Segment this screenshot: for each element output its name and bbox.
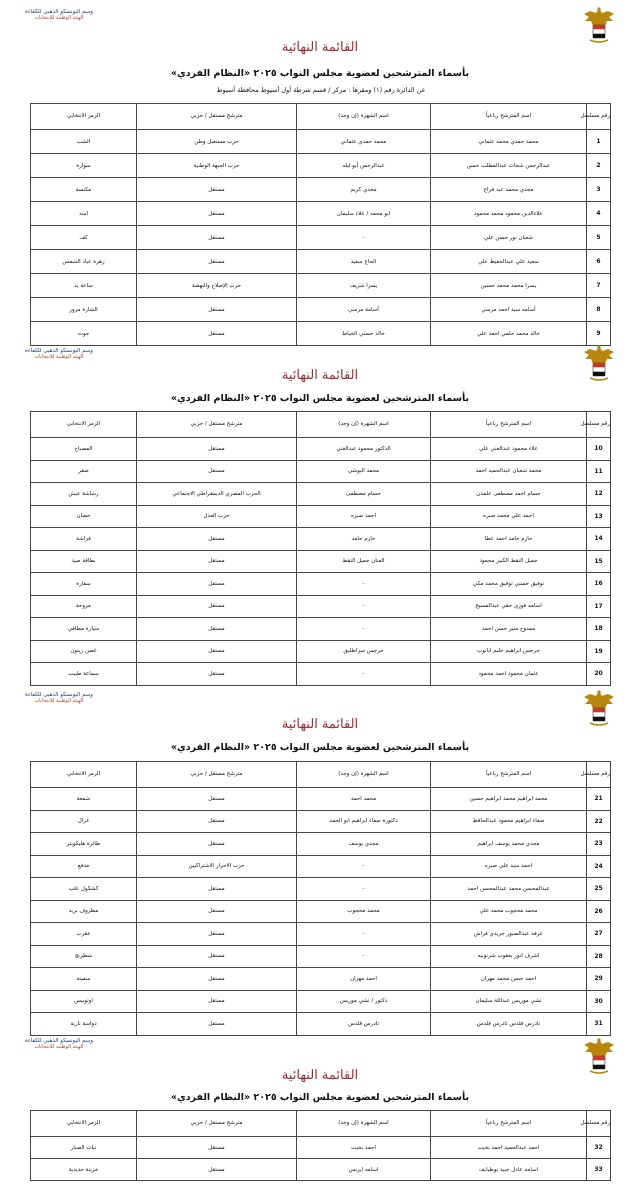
- cell-num: 33: [587, 1159, 611, 1181]
- table-row: [31, 483, 611, 506]
- cell-party: حزب العدل: [137, 505, 297, 528]
- list-title: القائمة النهائية: [281, 1068, 359, 1083]
- cell-num: 19: [587, 640, 611, 663]
- cell-party: مستقل: [137, 945, 297, 968]
- col-header-num: رقم مسلسل: [587, 1111, 611, 1137]
- table-row: [31, 900, 611, 923]
- cell-name: مجدي محمد يوسف ابراهيم: [431, 833, 587, 856]
- cell-name: يسرا محمد محمد حسين: [431, 274, 587, 298]
- stamp-line-1: وسم اليونسكو الذهبي للكفاءة: [25, 1038, 93, 1044]
- stamp-line-1: وسم اليونسكو الذهبي للكفاءة: [25, 692, 93, 698]
- table-row: [31, 438, 611, 461]
- cell-name: حازم حامد احمد عطا: [431, 528, 587, 551]
- cell-party: مستقل: [137, 640, 297, 663]
- cell-name: احمد علي محمد صبره: [431, 505, 587, 528]
- cell-symbol: غصن زيتون: [31, 640, 137, 663]
- table-row: [31, 810, 611, 833]
- cell-fame: احمد صبره: [297, 505, 431, 528]
- cell-symbol: رشاشة عيش: [31, 483, 137, 506]
- cell-party: مستقل: [137, 226, 297, 250]
- table-row: [31, 178, 611, 202]
- cell-fame: -: [297, 573, 431, 596]
- table-row: [31, 298, 611, 322]
- cell-fame: محمد البوشي: [297, 460, 431, 483]
- cell-fame: -: [297, 945, 431, 968]
- table-row: [31, 528, 611, 551]
- cell-name: علاءالدين محمود محمد محمود: [431, 202, 587, 226]
- cell-symbol: مروحة: [31, 595, 137, 618]
- table-row: [31, 855, 611, 878]
- cell-num: 9: [587, 322, 611, 346]
- cell-num: 17: [587, 595, 611, 618]
- cell-party: الحزب المصري الديمقراطي الاجتماعي: [137, 483, 297, 506]
- table-row: [31, 878, 611, 901]
- table-row: [31, 968, 611, 991]
- list-title: القائمة النهائية: [281, 368, 359, 383]
- cell-num: 29: [587, 968, 611, 991]
- header-stamp: [14, 349, 104, 360]
- col-header-name: اسم المترشح رباعياً: [431, 412, 587, 438]
- cell-fame: حازم حامد: [297, 528, 431, 551]
- cell-party: مستقل: [137, 1137, 297, 1159]
- cell-symbol: دواسة نارية: [31, 1013, 137, 1036]
- table-row: [31, 505, 611, 528]
- cell-symbol: شطرنج: [31, 945, 137, 968]
- table-header-row: [31, 1111, 611, 1137]
- cell-name: توفيق حسني توفيق محمد مكي: [431, 573, 587, 596]
- col-header-symbol: الرمز الانتخابي: [31, 104, 137, 130]
- cell-symbol: غزال: [31, 810, 137, 833]
- cell-symbol: حصان: [31, 505, 137, 528]
- stamp-line-1: وسم اليونسكو الذهبي للكفاءة: [25, 9, 93, 15]
- cell-fame: -: [297, 663, 431, 686]
- cell-party: مستقل: [137, 573, 297, 596]
- document-page-2: [0, 340, 640, 685]
- cell-name: ممدوح منير حسن احمد: [431, 618, 587, 641]
- cell-party: حزب الجبهة الوطنية: [137, 154, 297, 178]
- cell-num: 14: [587, 528, 611, 551]
- col-header-party: مترشح مستقل / حزبي: [137, 1111, 297, 1137]
- district-line: عن الدائرة رقم (١) ومقرها : مركز / قسم شرطة أول أسيوط محافظة أسيوط: [216, 86, 426, 94]
- cell-name: صفاء ابراهيم محمود عبدالحافظ: [431, 810, 587, 833]
- cell-fame: -: [297, 923, 431, 946]
- col-header-num: رقم مسلسل: [587, 104, 611, 130]
- cell-party: حزب الإصلاح والنهضة: [137, 274, 297, 298]
- col-header-symbol: الرمز الانتخابي: [31, 1111, 137, 1137]
- cell-num: 24: [587, 855, 611, 878]
- table-header-row: [31, 762, 611, 788]
- cell-name: محمد محجوب محمد علي: [431, 900, 587, 923]
- candidates-table: [30, 411, 611, 686]
- col-header-symbol: الرمز الانتخابي: [31, 762, 137, 788]
- cell-num: 11: [587, 460, 611, 483]
- cell-name: احمد حسن محمد مهران: [431, 968, 587, 991]
- cell-party: مستقل: [137, 460, 297, 483]
- cell-symbol: سفارة: [31, 573, 137, 596]
- cell-fame: احمد بخيت: [297, 1137, 431, 1159]
- cell-symbol: زهرة عباد الشمس: [31, 250, 137, 274]
- cell-party: مستقل: [137, 178, 297, 202]
- cell-fame: تادرس قلدس: [297, 1013, 431, 1036]
- stamp-line-2: الهيئة الوطنية للانتخابات: [34, 697, 84, 704]
- cell-num: 25: [587, 878, 611, 901]
- cell-symbol: الشب: [31, 130, 137, 154]
- cell-fame: -: [297, 878, 431, 901]
- cell-fame: حسام مصطفى: [297, 483, 431, 506]
- cell-fame: دكتورة صفاء ابراهيم ابو الحمد: [297, 810, 431, 833]
- table-row: [31, 550, 611, 573]
- cell-name: احمد عبدالحميد احمد بخيت: [431, 1137, 587, 1159]
- cell-fame: مجدي كريم: [297, 178, 431, 202]
- cell-num: 20: [587, 663, 611, 686]
- table-row: [31, 1137, 611, 1159]
- stamp-line-2: الهيئة الوطنية للانتخابات: [34, 14, 84, 21]
- cell-num: 15: [587, 550, 611, 573]
- list-subtitle: بأسماء المترشحين لعضوية مجلس النواب ٢٠٢٥ «النظام الفردي»: [170, 742, 470, 753]
- stamp-line-2: الهيئة الوطنية للانتخابات: [34, 1043, 84, 1050]
- col-header-fame: اسم الشهرة (إن وجد): [297, 762, 431, 788]
- cell-symbol: حوت: [31, 322, 137, 346]
- cell-symbol: كشكول علب: [31, 878, 137, 901]
- col-header-num: رقم مسلسل: [587, 412, 611, 438]
- table-row: [31, 573, 611, 596]
- table-row: [31, 990, 611, 1013]
- cell-fame: محمد احمد: [297, 788, 431, 811]
- cell-name: عبدالمحسن محمد عبدالمحسن احمد: [431, 878, 587, 901]
- cell-symbol: طائرة هليكوبتر: [31, 833, 137, 856]
- cell-party: مستقل: [137, 1159, 297, 1181]
- cell-symbol: كف: [31, 226, 137, 250]
- cell-name: عثمان محمود احمد محمود: [431, 663, 587, 686]
- table-row: [31, 250, 611, 274]
- cell-symbol: اوتوبيس: [31, 990, 137, 1013]
- cell-fame: -: [297, 595, 431, 618]
- cell-party: مستقل: [137, 202, 297, 226]
- cell-symbol: ساعة يد: [31, 274, 137, 298]
- cell-fame: دكتور / نشي موريس: [297, 990, 431, 1013]
- cell-num: 3: [587, 178, 611, 202]
- document-page-4: [0, 1030, 640, 1185]
- cell-num: 21: [587, 788, 611, 811]
- col-header-party: مترشح مستقل / حزبي: [137, 104, 297, 130]
- list-subtitle: بأسماء المترشحين لعضوية مجلس النواب ٢٠٢٥ «النظام الفردي»: [170, 68, 470, 79]
- cell-fame: -: [297, 226, 431, 250]
- cell-fame: يسرا شريف: [297, 274, 431, 298]
- cell-num: 1: [587, 130, 611, 154]
- cell-fame: محمد محجوب: [297, 900, 431, 923]
- table-row: [31, 788, 611, 811]
- table-row: [31, 130, 611, 154]
- table-row: [31, 640, 611, 663]
- col-header-name: اسم المترشح رباعياً: [431, 1111, 587, 1137]
- cell-num: 10: [587, 438, 611, 461]
- list-title: القائمة النهائية: [281, 40, 359, 55]
- cell-name: عبدالرحمن شحات عبدالمطلب حسن: [431, 154, 587, 178]
- cell-name: حسام احمد مصطفى علمدن: [431, 483, 587, 506]
- cell-party: مستقل: [137, 788, 297, 811]
- cell-symbol: سفينة: [31, 968, 137, 991]
- cell-symbol: صقر: [31, 460, 137, 483]
- cell-symbol: فراشة: [31, 528, 137, 551]
- cell-name: خالد محمد حلمي احمد علي: [431, 322, 587, 346]
- cell-fame: خالد حسني الخياط: [297, 322, 431, 346]
- list-title: القائمة النهائية: [281, 717, 359, 732]
- cell-name: محمد ابراهيم محمد ابراهيم حسين: [431, 788, 587, 811]
- cell-fame: -: [297, 855, 431, 878]
- cell-party: مستقل: [137, 990, 297, 1013]
- cell-num: 13: [587, 505, 611, 528]
- cell-num: 5: [587, 226, 611, 250]
- cell-num: 12: [587, 483, 611, 506]
- cell-name: سعيد علي عبدالحفيظ علي: [431, 250, 587, 274]
- cell-num: 7: [587, 274, 611, 298]
- cell-fame: احمد مهران: [297, 968, 431, 991]
- stamp-line-2: الهيئة الوطنية للانتخابات: [34, 353, 84, 360]
- list-subtitle: بأسماء المترشحين لعضوية مجلس النواب ٢٠٢٥ «النظام الفردي»: [170, 1092, 470, 1103]
- table-row: [31, 663, 611, 686]
- cell-symbol: مكنسة: [31, 178, 137, 202]
- col-header-name: اسم المترشح رباعياً: [431, 762, 587, 788]
- header-stamp: [14, 1039, 104, 1050]
- cell-fame: مجدي يوسف: [297, 833, 431, 856]
- cell-name: جرجس ابراهيم جليم ابانوب: [431, 640, 587, 663]
- cell-party: مستقل: [137, 900, 297, 923]
- cell-num: 31: [587, 1013, 611, 1036]
- cell-num: 26: [587, 900, 611, 923]
- stamp-line-1: وسم اليونسكو الذهبي للكفاءة: [25, 348, 93, 354]
- header-stamp: [14, 693, 104, 704]
- cell-party: مستقل: [137, 298, 297, 322]
- table-row: [31, 1159, 611, 1181]
- cell-num: 16: [587, 573, 611, 596]
- cell-symbol: شمعة: [31, 788, 137, 811]
- cell-fame: محمد حمدي عثماني: [297, 130, 431, 154]
- cell-party: مستقل: [137, 250, 297, 274]
- table-row: [31, 595, 611, 618]
- cell-num: 32: [587, 1137, 611, 1159]
- col-header-num: رقم مسلسل: [587, 762, 611, 788]
- cell-name: عرفه عبدالصبور جريدي فراش: [431, 923, 587, 946]
- cell-fame: الفنان جميل النقط: [297, 550, 431, 573]
- cell-fame: عبدالرحمن أبو ليله: [297, 154, 431, 178]
- table-row: [31, 945, 611, 968]
- document-page-1: [0, 0, 640, 340]
- cell-num: 4: [587, 202, 611, 226]
- cell-party: مستقل: [137, 322, 297, 346]
- cell-name: اشرف انور يعقوب شرنوبيه: [431, 945, 587, 968]
- cell-party: حزب مستقبل وطن: [137, 130, 297, 154]
- table-row: [31, 274, 611, 298]
- col-header-symbol: الرمز الانتخابي: [31, 412, 137, 438]
- cell-fame: الدكتور محمود عبدالغني: [297, 438, 431, 461]
- cell-name: مجدي محمد عبد فراج: [431, 178, 587, 202]
- cell-symbol: خزينة حديدية: [31, 1159, 137, 1181]
- cell-symbol: سيارة مطافي: [31, 618, 137, 641]
- cell-name: أسامه سيد احمد مرسي: [431, 298, 587, 322]
- cell-num: 6: [587, 250, 611, 274]
- table-header-row: [31, 412, 611, 438]
- col-header-party: مترشح مستقل / حزبي: [137, 762, 297, 788]
- col-header-fame: اسم الشهرة (إن وجد): [297, 1111, 431, 1137]
- cell-symbol: نبات الصبار: [31, 1137, 137, 1159]
- document-page-3: [0, 685, 640, 1030]
- cell-num: 8: [587, 298, 611, 322]
- cell-fame: جرجس سراطليق: [297, 640, 431, 663]
- cell-party: مستقل: [137, 833, 297, 856]
- cell-symbol: مدفع: [31, 855, 137, 878]
- table-row: [31, 618, 611, 641]
- col-header-fame: اسم الشهرة (إن وجد): [297, 104, 431, 130]
- cell-party: مستقل: [137, 550, 297, 573]
- cell-name: محمد شعبان عبدالحميد احمد: [431, 460, 587, 483]
- candidates-table: [30, 761, 611, 1036]
- candidates-table: [30, 103, 611, 346]
- cell-symbol: عقرب: [31, 923, 137, 946]
- candidates-table: [30, 1110, 611, 1181]
- cell-num: 23: [587, 833, 611, 856]
- cell-party: مستقل: [137, 618, 297, 641]
- cell-symbol: بطاقة صيد: [31, 550, 137, 573]
- cell-party: مستقل: [137, 528, 297, 551]
- header-stamp: [14, 10, 104, 21]
- cell-symbol: اسد: [31, 202, 137, 226]
- list-subtitle: بأسماء المترشحين لعضوية مجلس النواب ٢٠٢٥ «النظام الفردي»: [170, 393, 470, 404]
- cell-party: مستقل: [137, 595, 297, 618]
- cell-symbol: سماعة طبيب: [31, 663, 137, 686]
- cell-symbol: مظروف بريد: [31, 900, 137, 923]
- cell-party: مستقل: [137, 878, 297, 901]
- cell-party: مستقل: [137, 810, 297, 833]
- cell-num: 2: [587, 154, 611, 178]
- cell-name: اسامه فوزي خفي عبدالمسيح: [431, 595, 587, 618]
- table-row: [31, 154, 611, 178]
- cell-num: 22: [587, 810, 611, 833]
- cell-num: 18: [587, 618, 611, 641]
- table-row: [31, 460, 611, 483]
- table-row: [31, 226, 611, 250]
- col-header-fame: اسم الشهرة (إن وجد): [297, 412, 431, 438]
- cell-name: علاء محمود عبدالغني علي: [431, 438, 587, 461]
- table-row: [31, 202, 611, 226]
- cell-symbol: المصباح: [31, 438, 137, 461]
- cell-party: مستقل: [137, 663, 297, 686]
- cell-num: 27: [587, 923, 611, 946]
- col-header-name: اسم المترشح رباعياً: [431, 104, 587, 130]
- cell-party: مستقل: [137, 968, 297, 991]
- cell-name: جميل النقط الكبير محمود: [431, 550, 587, 573]
- cell-name: شعبان نور حسن علي: [431, 226, 587, 250]
- cell-fame: ابو محمد / علاء سليمان: [297, 202, 431, 226]
- col-header-party: مترشح مستقل / حزبي: [137, 412, 297, 438]
- cell-fame: الحاج سعيد: [297, 250, 431, 274]
- cell-num: 28: [587, 945, 611, 968]
- table-row: [31, 833, 611, 856]
- cell-party: مستقل: [137, 1013, 297, 1036]
- cell-name: محمد حمدي محمد عثماني: [431, 130, 587, 154]
- cell-fame: -: [297, 618, 431, 641]
- cell-fame: اسامه ايرنس: [297, 1159, 431, 1181]
- cell-name: نشي موريس عبداللة سليمان: [431, 990, 587, 1013]
- cell-name: اسامه عادل جبيد يوطيايف: [431, 1159, 587, 1181]
- cell-symbol: الشارة مرور: [31, 298, 137, 322]
- table-header-row: [31, 104, 611, 130]
- cell-name: تادرس قلدس تادرس قلدس: [431, 1013, 587, 1036]
- cell-party: مستقل: [137, 438, 297, 461]
- cell-fame: أسامة مرسي: [297, 298, 431, 322]
- cell-party: حزب الاحرار الاشتراكيين: [137, 855, 297, 878]
- cell-name: احمد سيد علي صبره: [431, 855, 587, 878]
- cell-num: 30: [587, 990, 611, 1013]
- table-row: [31, 923, 611, 946]
- cell-symbol: سوارة: [31, 154, 137, 178]
- cell-party: مستقل: [137, 923, 297, 946]
